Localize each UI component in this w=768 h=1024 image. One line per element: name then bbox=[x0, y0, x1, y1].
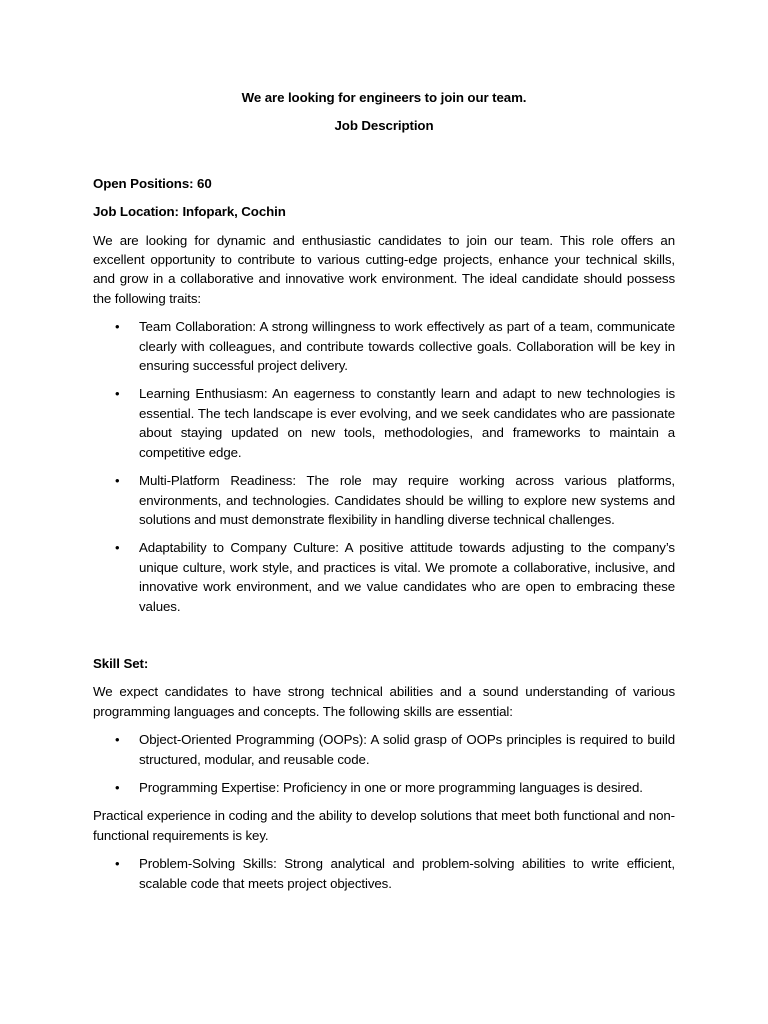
subheading: Job Description bbox=[334, 118, 434, 134]
trait-text: Adaptability to Company Culture: A positive attitude towards adjusting to the company’s unique culture, work style, and practices is vital. We promote a collaborative, inclusive, and innovative work environment, and we value candidates who are open to embracing these values. bbox=[139, 540, 675, 614]
trait-text: Multi-Platform Readiness: The role may require working across various platforms, environments, and technologies. Candidates should be willing to explore new systems and solutions and must demonstrate flexibility in handling diverse technical challenges. bbox=[139, 473, 675, 527]
list-item bbox=[93, 730, 675, 769]
intro-paragraph: We are looking for dynamic and enthusiastic candidates to join our team. This role offers an excellent opportunity to contribute to various cutting-edge projects, enhance your technical skills, and grow in a collaborative and innovative work environment. The ideal candidate should possess the following traits: bbox=[93, 232, 675, 306]
skill-set-heading: Skill Set: bbox=[93, 655, 149, 671]
bullet-icon: • bbox=[115, 779, 120, 795]
section-spacer bbox=[93, 625, 675, 654]
headline: We are looking for engineers to join our team. bbox=[241, 90, 527, 105]
practical-note-paragraph: Practical experience in coding and the ability to develop solutions that meet both functional and non-functional requirements is key. bbox=[93, 808, 675, 843]
list-item bbox=[93, 854, 675, 893]
bullet-icon: • bbox=[115, 732, 120, 748]
skill-text: Object-Oriented Programming (OOPs): A solid grasp of OOPs principles is required to build structured, modular, and reusable code. bbox=[139, 732, 675, 767]
bullet-icon: • bbox=[115, 856, 120, 872]
list-item bbox=[93, 317, 675, 375]
job-location: Job Location: Infopark, Cochin bbox=[93, 204, 286, 220]
bullet-icon: • bbox=[115, 386, 120, 402]
skill-text: Problem-Solving Skills: Strong analytical and problem-solving abilities to write efficient, scalable code that meets project objectives. bbox=[139, 856, 675, 891]
bullet-icon: • bbox=[115, 319, 120, 335]
trait-text: Team Collaboration: A strong willingness to work effectively as part of a team, communicate clearly with colleagues, and contribute towards collective goals. Collaboration will be key in ensuring successful project delivery. bbox=[139, 319, 675, 374]
list-item bbox=[93, 384, 675, 462]
more-skills-list bbox=[93, 854, 675, 893]
skill-text: Programming Expertise: Proficiency in one or more programming languages is desired. bbox=[139, 779, 643, 795]
list-item bbox=[93, 538, 675, 616]
open-positions: Open Positions: 60 bbox=[93, 175, 212, 191]
trait-text: Learning Enthusiasm: An eagerness to constantly learn and adapt to new technologies is essential. The tech landscape is ever evolving, and we seek candidates who are passionate about staying updated on new tools, methodologies, and frameworks to maintain a competitive edge. bbox=[139, 386, 675, 460]
list-item bbox=[93, 778, 675, 797]
bullet-icon: • bbox=[115, 473, 120, 489]
skill-intro-paragraph: We expect candidates to have strong technical abilities and a sound understanding of various programming languages and concepts. The following skills are essential: bbox=[93, 684, 675, 719]
bullet-icon: • bbox=[115, 540, 120, 556]
traits-list bbox=[93, 317, 675, 616]
job-description-document bbox=[93, 88, 675, 902]
skills-list bbox=[93, 730, 675, 797]
list-item bbox=[93, 471, 675, 529]
